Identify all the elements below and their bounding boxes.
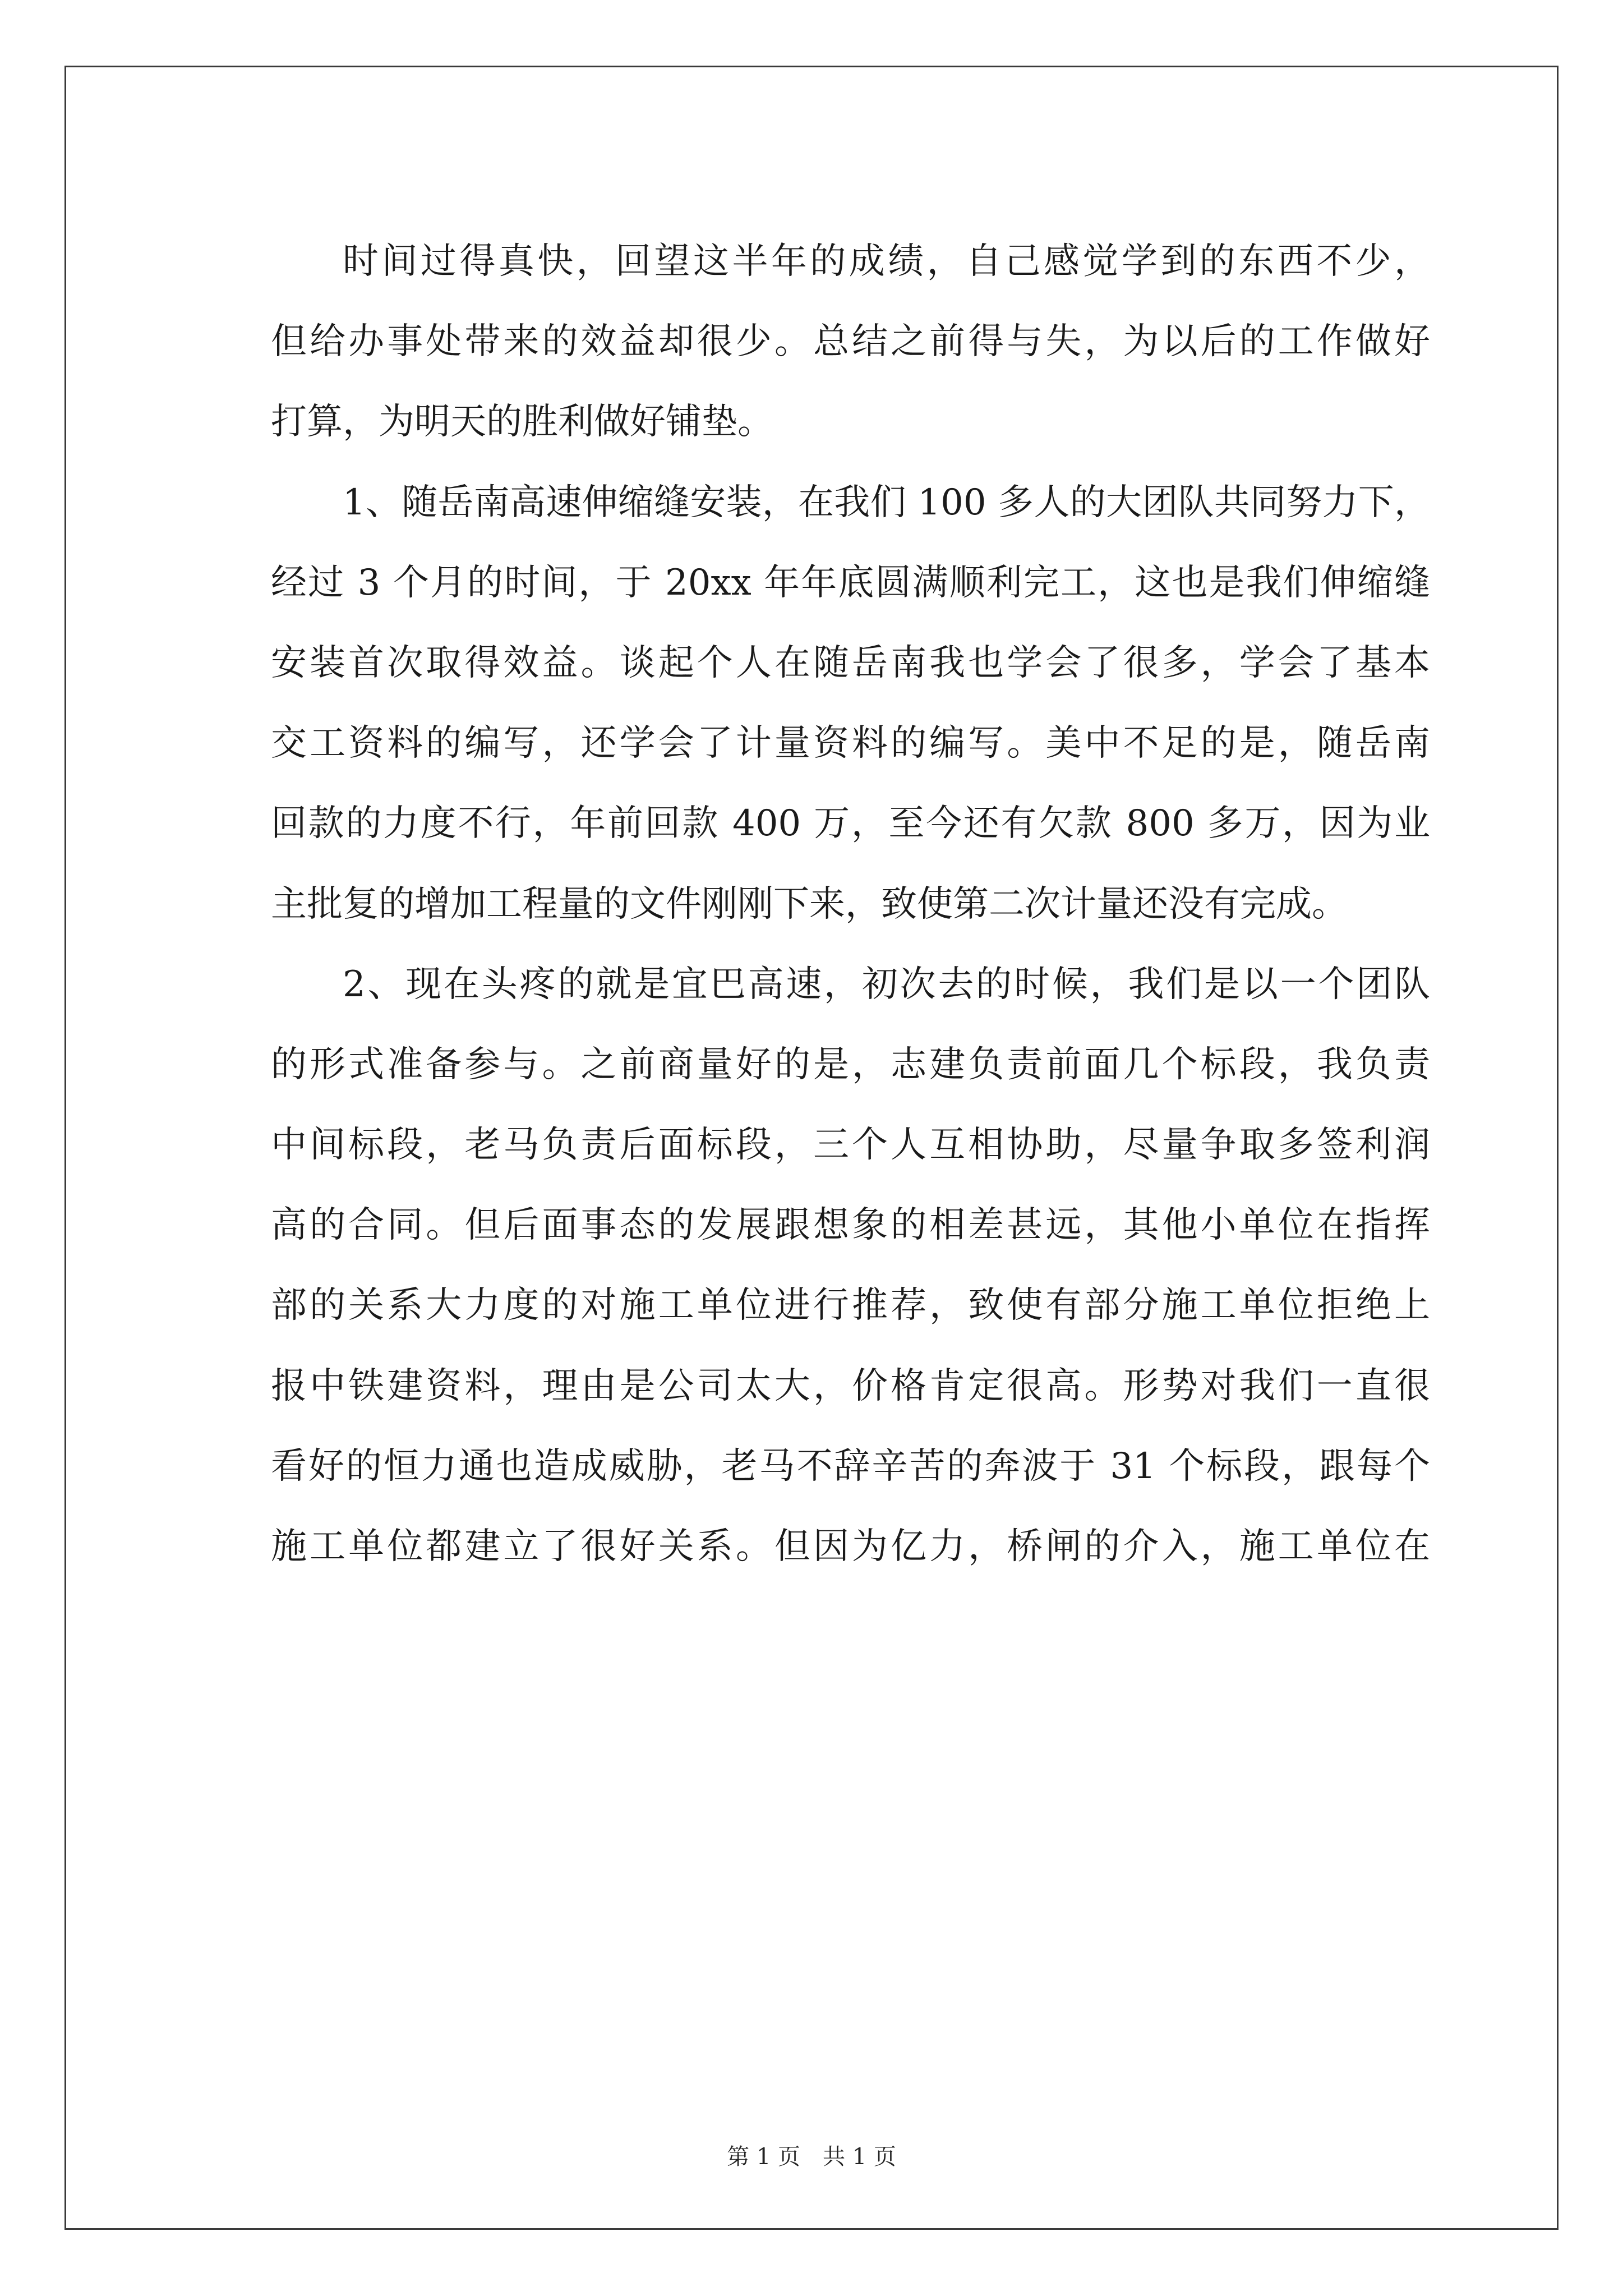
paragraph-line: 2、现在头疼的就是宜巴高速，初次去的时候，我们是以一个团队	[343, 963, 1430, 1005]
page-footer	[0, 2143, 1623, 2171]
paragraph-line: 中间标段，老马负责后面标段，三个人互相协助，尽量争取多签利润	[271, 1124, 1430, 1166]
paragraph-line: 施工单位都建立了很好关系。但因为亿力，桥闸的介入，施工单位在	[271, 1526, 1430, 1567]
paragraph-1	[199, 222, 1430, 463]
paragraph-line: 安装首次取得效益。谈起个人在随岳南我也学会了很多，学会了基本	[271, 642, 1430, 684]
page-total: 共 1 页	[823, 2144, 896, 2170]
paragraph-line: 主批复的增加工程量的文件刚刚下来，致使第二次计量还没有完成。	[271, 883, 1348, 925]
paragraph-line: 回款的力度不行，年前回款 400 万，至今还有欠款 800 多万，因为业	[271, 803, 1430, 845]
paragraph-line: 报中铁建资料，理由是公司太大，价格肯定很高。形势对我们一直很	[271, 1365, 1430, 1407]
page-number: 第 1 页	[727, 2144, 800, 2170]
paragraph-line: 看好的恒力通也造成威胁，老马不辞辛苦的奔波于 31 个标段，跟每个	[271, 1445, 1430, 1487]
paragraph-line: 部的关系大力度的对施工单位进行推荐，致使有部分施工单位拒绝上	[271, 1285, 1430, 1327]
paragraph-line: 的形式准备参与。之前商量好的是，志建负责前面几个标段，我负责	[271, 1043, 1430, 1085]
document-body	[199, 222, 1430, 1587]
paragraph-3	[199, 945, 1430, 1588]
paragraph-line: 但给办事处带来的效益却很少。总结之前得与失，为以后的工作做好	[271, 321, 1430, 363]
paragraph-line: 时间过得真快，回望这半年的成绩，自己感觉学到的东西不少，	[343, 241, 1430, 282]
paragraph-line: 交工资料的编写，还学会了计量资料的编写。美中不足的是，随岳南	[271, 723, 1430, 765]
paragraph-line: 打算，为明天的胜利做好铺垫。	[271, 401, 773, 443]
paragraph-line: 经过 3 个月的时间，于 20xx 年年底圆满顺利完工，这也是我们伸缩缝	[271, 562, 1430, 604]
paragraph-2	[199, 463, 1430, 945]
paragraph-line: 1、随岳南高速伸缩缝安装，在我们 100 多人的大团队共同努力下，	[343, 481, 1430, 523]
paragraph-line: 高的合同。但后面事态的发展跟想象的相差甚远，其他小单位在指挥	[271, 1204, 1430, 1246]
